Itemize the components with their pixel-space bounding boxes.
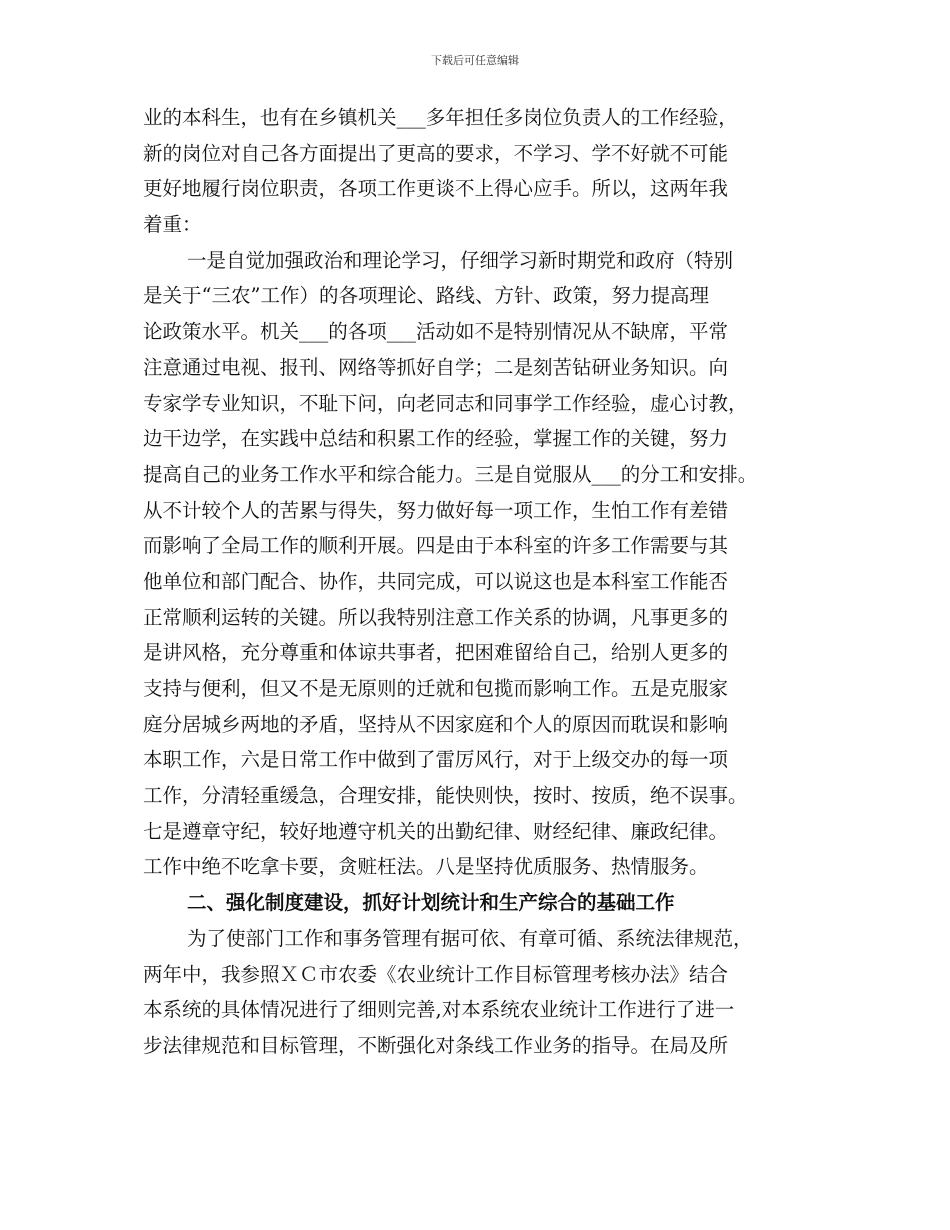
- text-line: 是讲风格，充分尊重和体谅共事者，把困难留给自己，给别人更多的: [143, 641, 729, 665]
- text-line: 新的岗位对自己各方面提出了更高的要求，不学习、学不好就不可能: [143, 141, 729, 165]
- text-line: 边干边学，在实践中总结和积累工作的经验，掌握工作的关键，努力: [143, 427, 729, 451]
- text-line: 注意通过电视、报刊、网络等抓好自学；二是刻苦钻研业务知识。向: [143, 355, 729, 379]
- text-line: 他单位和部门配合、协作，共同完成，可以说这也是本科室工作能否: [143, 569, 729, 593]
- paragraph-start-line: 一是自觉加强政治和理论学习，仔细学习新时期党和政府（特别: [187, 248, 734, 272]
- text-line: 庭分居城乡两地的矛盾，坚持从不因家庭和个人的原因而耽误和影响: [143, 712, 729, 736]
- paragraph-start-line: 为了使部门工作和事务管理有据可依、有章可循、系统法律规范，: [187, 926, 753, 950]
- text-line: 而影响了全局工作的顺利开展。四是由于本科室的许多工作需要与其: [143, 534, 729, 558]
- text-line: 步法律规范和目标管理，不断强化对条线工作业务的指导。在局及所: [143, 1033, 729, 1057]
- text-line: 工作中绝不吃拿卡要，贪赃枉法。八是坚持优质服务、热情服务。: [143, 855, 709, 879]
- text-line: 正常顺利运转的关键。所以我特别注意工作关系的协调，凡事更多的: [143, 605, 729, 629]
- text-line: 着重：: [143, 213, 202, 237]
- text-line: 七是遵章守纪，较好地遵守机关的出勤纪律、财经纪律、廉政纪律。: [143, 819, 729, 843]
- text-line: 是关于“三农”工作）的各项理论、路线、方针、政策，努力提高理: [143, 284, 709, 308]
- text-line: 论政策水平。机关___的各项___活动如不是特别情况从不缺席，平常: [143, 320, 729, 344]
- text-line: 支持与便利，但又不是无原则的迁就和包揽而影响工作。五是克服家: [143, 677, 729, 700]
- section-heading: 二、强化制度建设，抓好计划统计和生产综合的基础工作: [187, 891, 675, 915]
- text-line: 本职工作，六是日常工作中做到了雷厉风行，对于上级交办的每一项: [143, 748, 729, 772]
- text-line: 本系统的具体情况进行了细则完善,对本系统农业统计工作进行了进一: [143, 998, 735, 1022]
- text-line: 两年中，我参照ＸＣ市农委《农业统计工作目标管理考核办法》结合: [143, 962, 729, 986]
- text-line: 提高自己的业务工作水平和综合能力。三是自觉服从___的分工和安排。: [143, 462, 758, 486]
- text-line: 专家学专业知识，不耻下问，向老同志和同事学工作经验，虚心讨教，: [143, 391, 748, 415]
- document-body: [143, 100, 813, 1064]
- text-line: 工作，分清轻重缓急，合理安排，能快则快，按时、按质，绝不误事。: [143, 784, 748, 808]
- text-line: 更好地履行岗位职责，各项工作更谈不上得心应手。所以，这两年我: [143, 177, 729, 201]
- text-line: 从不计较个人的苦累与得失，努力做好每一项工作，生怕工作有差错: [143, 498, 729, 522]
- page-header: 下载后可任意编辑: [431, 54, 519, 67]
- text-line: 业的本科生，也有在乡镇机关___多年担任多岗位负责人的工作经验，: [143, 106, 738, 129]
